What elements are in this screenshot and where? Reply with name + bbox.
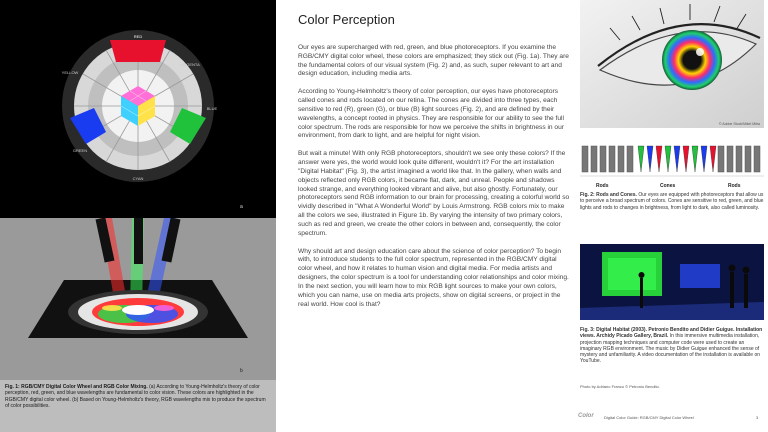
figure-3-caption (580, 327, 764, 365)
label-red: RED (133, 34, 143, 39)
label-cyan: CYAN (132, 176, 144, 181)
main-text-column (284, 0, 572, 432)
figure-1-caption (0, 380, 276, 432)
digital-habitat-photo (580, 244, 764, 320)
rgb-light-mixing-illustration (0, 218, 276, 380)
label-blue: BLUE (206, 106, 218, 111)
eye-illustration (580, 0, 764, 128)
rods-label-right: Rods (728, 183, 741, 189)
figure-1a-label: a (240, 204, 243, 210)
figure-2-caption (580, 192, 764, 211)
rgb-cmy-color-wheel (0, 0, 276, 218)
paragraph-1: Our eyes are supercharged with red, green, and blue photoreceptors. If you examine the RGB/CMY digital color wheel, these colors are emphasized; they stick out (Fig. 1a). They are the fundamental colors of our visual system (Fig. 2) and, as such, super relevant to art and design education, including media arts. (298, 44, 569, 78)
figure-2-caption-title: Fig. 2: Rods and Cones. (580, 192, 637, 198)
installation-illustration (580, 244, 764, 320)
eye-photo-credit: © Adobe Stock/Mikel Mitra (718, 122, 760, 126)
label-magenta: MAGENTA (180, 62, 200, 67)
figure-2-caption-body: Our eyes are equipped with photoreceptors that allow us to perceive a broad spectrum of colors. Cones are sensitive to red, green, and blue lights and rods to changes in brightness, from light to dark, also called luminosity. (580, 192, 764, 211)
right-column (576, 0, 768, 432)
footer-title: Digital Color Guide: RGB/CMY Digital Color Wheel (604, 415, 694, 420)
paragraph-3: But wait a minute! With only RGB photoreceptors, shouldn't we see only these colors? If the answer were yes, the world would look quite different, wouldn't it? For the art installation "Digital Habitat" (Fig. 3), the artist imagined a world like that. In the gallery, when walls and objects reflected only RGB colors, it became flat, dark, and unreal. People and shadows looked strange, and everything looked vibrant and alive, but also ghostly. Fortunately, our photoreceptors send RGB information to our brain for processing, creating a colorful world so vividly described in "What A Wonderful World" by Louis Armstrong. RGB colors mix to make all the colors we see, illustrated in Figure 1b. By varying the intensity of two primary colors, such as red and green, we create the other colors in between and, consequently, the color spectrum. (298, 150, 570, 237)
page-number: 3 (756, 415, 759, 420)
label-yellow: YELLOW (61, 70, 79, 75)
paragraph-4: Why should art and design education care about the science of color perception? To begin with, to introduce students to the full color spectrum, represented in the RGB/CMY digital color wheel, and how it relates to human vision and digital media. For media artists and designers, the color spectrum is a tool for understanding color relationships and color mixing. In the next section, you will learn how to mix RGB light sources to make your own colors, which you can name, use on media arts projects, show on digital screens, or project in the real world. How cool is that? (298, 247, 569, 308)
cones (638, 146, 716, 172)
left-column (0, 0, 276, 432)
figure-3-caption-body: In this immersive multimedia installation, projection mapping techniques and computer code were used to create an imaginary RGB environment. The music by Didier Guigue enhanced the sense of mystery and unfamiliarity. A video documentation of the installation is available on YouTube. (580, 333, 761, 365)
figure-3-credit: Photo by Adriano Franco © Petronio Bendito. (580, 384, 660, 389)
page-title: Color Perception (298, 12, 395, 27)
rods-label-left: Rods (596, 183, 609, 189)
figure-1-caption-body: (a) According to Young-Helmholtz's theory of color perception, red, green, and blue wavelengths are fundamental to color vision. These colors are highlighted in the RGB/CMY digital color wheel. (b) Based on Young-Helmholtz's theory, RGB wavelengths mix to produce the spectrum of color possibilities. (5, 384, 266, 409)
rgb-mixing-figure (0, 218, 276, 380)
eye-photo (580, 0, 764, 128)
iris (662, 30, 722, 90)
red-segment (110, 40, 166, 62)
footer-logo: Color (578, 413, 594, 419)
color-wheel-figure (0, 0, 276, 218)
figure-1b-label: b (240, 368, 243, 374)
rods-cones-labels (580, 183, 764, 191)
label-green: GREEN (72, 148, 88, 153)
body-text (298, 44, 570, 318)
paragraph-2: According to Young-Helmholtz's theory of color perception, our eyes have photoreceptors called cones and rods located on our retina. The cones are divided into three types, each sensitive to red (R), green (G), or blue (B) light sources (Fig. 2), and are defined by their wavelengths, a concept rooted in physics. They are responsible for our ability to see the full color spectrum. The rods are responsible for how we perceive the shifts in brightness in our environment, from dark to light, and are helpful for night vision. (298, 88, 564, 140)
cones-label: Cones (660, 183, 676, 189)
figure-1-caption-title: Fig. 1: RGB/CMY Digital Color Wheel and RGB Color Mixing. (5, 384, 148, 390)
photoreceptors-illustration (580, 142, 764, 182)
figure-3-caption-title: Fig. 3: Digital Habitat (2003). Petronio Bendito and Didier Guigue. Installation views. Archidy Picado Gallery, Brazil. (580, 327, 763, 340)
